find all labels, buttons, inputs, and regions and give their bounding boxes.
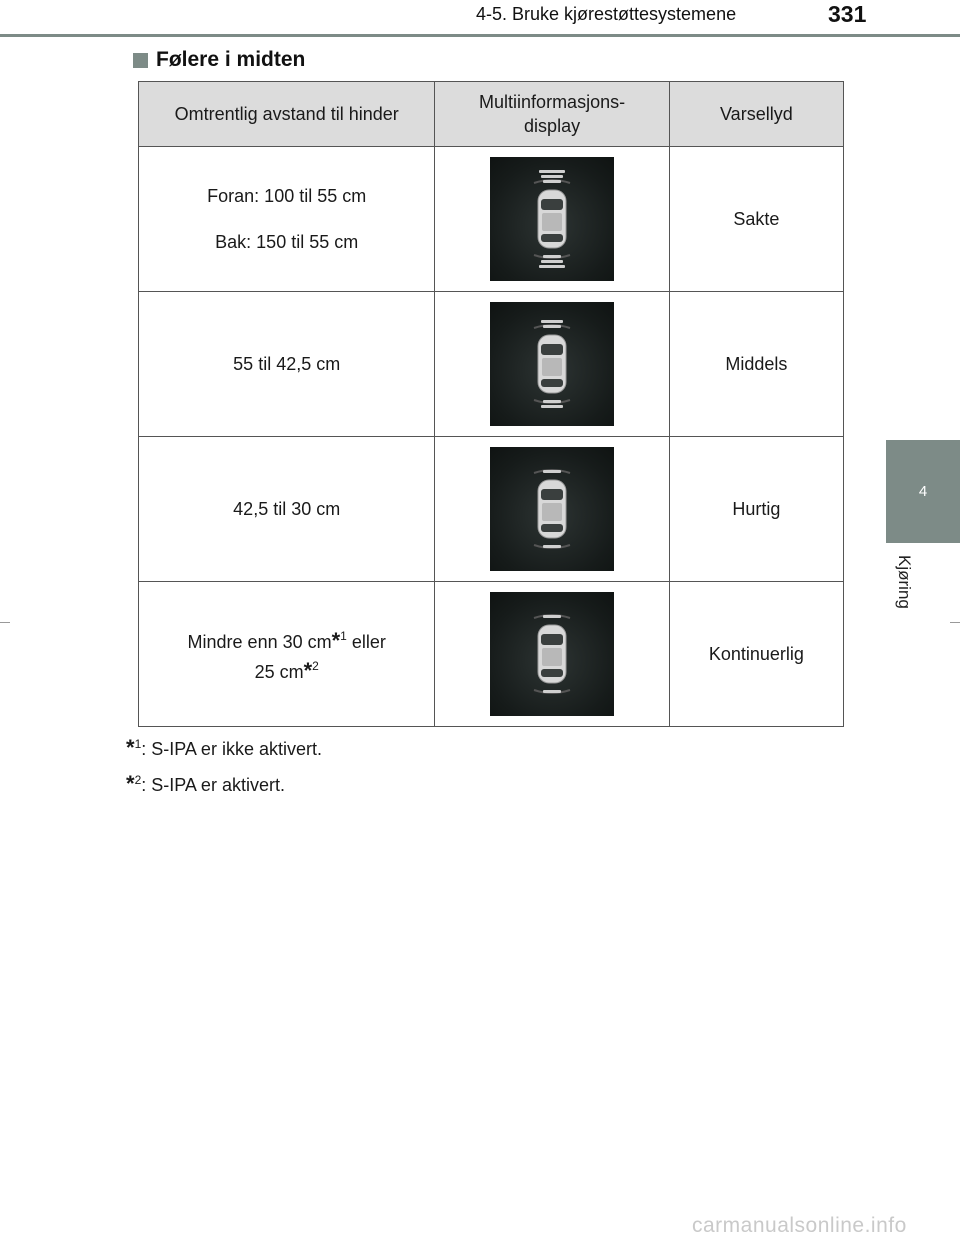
car-roof-icon <box>542 358 562 376</box>
asterisk-mark: * <box>126 735 135 760</box>
car-windshield-icon <box>541 489 563 500</box>
car-windshield-icon <box>541 634 563 645</box>
distance-cell: 55 til 42,5 cm <box>139 292 435 437</box>
table-row <box>139 292 844 437</box>
rear-sensor-bar <box>541 405 563 408</box>
distance-line-a <box>139 624 434 654</box>
car-rear-window-icon <box>541 669 563 677</box>
display-cell <box>435 437 669 582</box>
rear-sensor-bar <box>543 545 561 548</box>
asterisk-mark: * <box>303 658 313 683</box>
distance-cell <box>139 582 435 727</box>
footnote-1 <box>126 735 322 761</box>
front-sensor-bar <box>541 320 563 323</box>
car-roof-icon <box>542 503 562 521</box>
rear-sensor-bar <box>541 260 563 263</box>
square-bullet-icon <box>133 53 148 68</box>
rear-sensor-bar <box>543 400 561 403</box>
footnote-number: 2 <box>134 773 142 787</box>
footnote-ref: 1 <box>340 629 347 643</box>
car-rear-window-icon <box>541 234 563 242</box>
footnote-number: 1 <box>134 737 142 751</box>
distance-text-a: Mindre enn 30 cm <box>187 632 332 652</box>
running-header-title: 4-5. Bruke kjørestøttesystemene <box>476 4 737 24</box>
asterisk-mark: * <box>126 771 135 796</box>
sensor-distance-table <box>138 81 844 727</box>
distance-cell: 42,5 til 30 cm <box>139 437 435 582</box>
sound-cell: Middels <box>669 292 843 437</box>
footnote-text: : S-IPA er ikke aktivert. <box>141 739 322 759</box>
front-sensor-bar <box>543 180 561 183</box>
front-sensor-bar <box>539 170 565 173</box>
car-roof-icon <box>542 213 562 231</box>
header-display-line2: display <box>524 116 581 136</box>
table-row <box>139 582 844 727</box>
table-row <box>139 147 844 292</box>
multi-info-display-image <box>490 592 614 716</box>
rear-sensor-bar <box>539 265 565 268</box>
footnote-2 <box>126 771 285 797</box>
chapter-label-container <box>884 555 924 635</box>
distance-rear: Bak: 150 til 55 cm <box>215 232 359 252</box>
table-header-row <box>139 82 844 147</box>
distance-line-b <box>139 654 434 684</box>
header-display-line1: Multiinformasjons- <box>479 92 626 112</box>
section-title: Følere i midten <box>156 48 306 71</box>
front-sensor-bar <box>541 175 563 178</box>
sound-cell: Kontinuerlig <box>669 582 843 727</box>
footnote-text: : S-IPA er aktivert. <box>141 775 285 795</box>
asterisk-mark: * <box>331 628 341 653</box>
display-cell <box>435 147 669 292</box>
car-rear-window-icon <box>541 379 563 387</box>
crop-mark-left <box>0 622 10 623</box>
sound-cell: Hurtig <box>669 437 843 582</box>
display-cell <box>435 292 669 437</box>
page-number: 331 <box>828 1 867 27</box>
header-rule <box>0 34 960 37</box>
front-sensor-bar <box>543 325 561 328</box>
multi-info-display-image <box>490 447 614 571</box>
car-rear-window-icon <box>541 524 563 532</box>
chapter-tab <box>886 440 960 543</box>
rear-sensor-bar <box>543 255 561 258</box>
watermark: carmanualsonline.info <box>692 1214 907 1237</box>
header-sound: Varsellyd <box>669 82 843 147</box>
header-distance: Omtrentlig avstand til hinder <box>139 82 435 147</box>
distance-cell <box>139 147 435 292</box>
section-heading <box>133 48 305 72</box>
multi-info-display-image <box>490 302 614 426</box>
chapter-number: 4 <box>918 483 928 500</box>
car-windshield-icon <box>541 344 563 355</box>
rear-sensor-bar <box>543 690 561 693</box>
distance-front: Foran: 100 til 55 cm <box>207 186 367 206</box>
display-cell <box>435 582 669 727</box>
crop-mark-right <box>950 622 960 623</box>
front-sensor-bar <box>543 470 561 473</box>
distance-text-c: 25 cm <box>254 662 304 682</box>
table-row <box>139 437 844 582</box>
chapter-label: Kjøring <box>895 555 914 609</box>
footnote-ref: 2 <box>312 659 319 673</box>
header-display <box>435 82 669 147</box>
car-roof-icon <box>542 648 562 666</box>
car-windshield-icon <box>541 199 563 210</box>
multi-info-display-image <box>490 157 614 281</box>
distance-text-b: eller <box>346 632 386 652</box>
sound-cell: Sakte <box>669 147 843 292</box>
front-sensor-bar <box>543 615 561 618</box>
